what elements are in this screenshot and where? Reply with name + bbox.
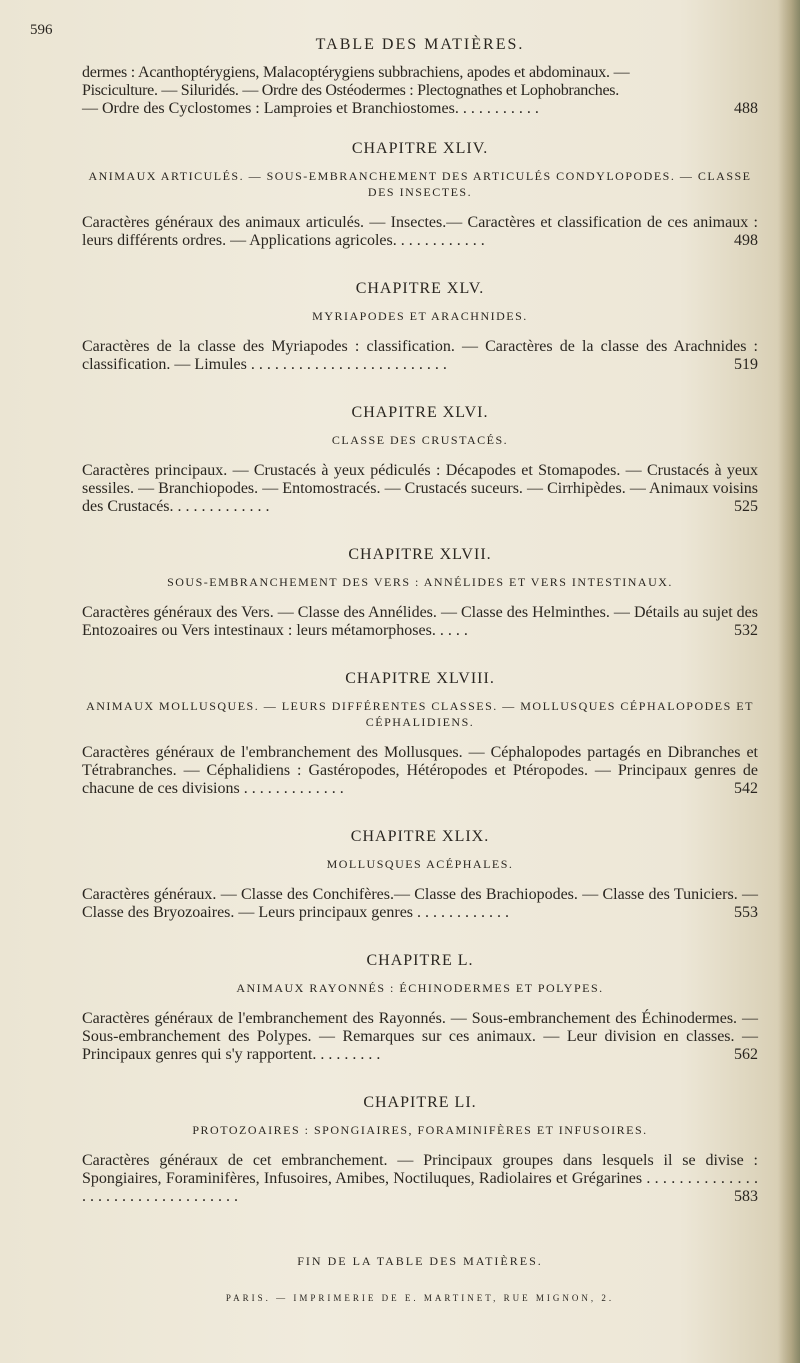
chapter-text: Caractères généraux. — Classe des Conchifères.— Classe des Brachiopodes. — Classe des Tuniciers. — Classe des Bryozoaires. — Leurs principaux genres . . . . . . . . . . . . — [82, 886, 758, 921]
chapter-title: CHAPITRE XLVII. — [348, 546, 492, 563]
page-ref: 488 — [734, 100, 758, 117]
chapter-subject: MOLLUSQUES ACÉPHALES. — [326, 857, 514, 871]
page-ref: 519 — [734, 356, 758, 373]
page-ref: 562 — [734, 1046, 758, 1063]
chapter-title: CHAPITRE LI. — [363, 1094, 477, 1111]
page-ref: 542 — [734, 780, 758, 797]
chapter-entry — [82, 744, 758, 798]
chapter-entry — [82, 1010, 758, 1064]
page-ref: 583 — [734, 1188, 758, 1205]
chapter-title: CHAPITRE XLIX. — [350, 828, 490, 845]
page-ref: 553 — [734, 904, 758, 921]
intro-line-3: — Ordre des Cyclostomes : Lamproies et Branchiostomes. . . . . . . . . . . — [82, 100, 539, 117]
chapter-subject: MYRIAPODES ET ARACHNIDES. — [312, 309, 528, 323]
chapter-subject: ANIMAUX MOLLUSQUES. — LEURS DIFFÉRENTES CLASSES. — MOLLUSQUES CÉPHALOPODES ET CÉPHALIDIENS. — [86, 699, 754, 729]
chapter-entry — [82, 462, 758, 516]
chapter-entry — [82, 214, 758, 250]
chapter-subject: CLASSE DES CRUSTACÉS. — [331, 433, 509, 447]
chapter-subject: PROTOZOAIRES : SPONGIAIRES, FORAMINIFÈRES ET INFUSOIRES. — [192, 1123, 648, 1137]
page-edge-shadow — [778, 0, 800, 1363]
chapter-title: CHAPITRE XLV. — [355, 280, 485, 297]
page-ref: 532 — [734, 622, 758, 639]
chapter-text: Caractères généraux de l'embranchement des Mollusques. — Céphalopodes partagés en Dibranches et Tétrabranches. — Céphalidiens : Gastéropodes, Hétéropodes et Ptéropodes. — Principaux genres de chacune de ces divisions . . . . . . . . . . . . . — [82, 744, 758, 797]
intro-line-3-wrap — [82, 100, 758, 118]
chapter-entry — [82, 1152, 758, 1206]
chapter-text: Caractères généraux des animaux articulés. — Insectes.— Caractères et classification de ces animaux : leurs différents ordres. — Applications agricoles. . . . . . . . . . . . — [82, 214, 758, 249]
chapter-title: CHAPITRE XLVIII. — [345, 670, 495, 687]
chapter-entry — [82, 886, 758, 922]
chapter-subject: SOUS-EMBRANCHEMENT DES VERS : ANNÉLIDES ET VERS INTESTINAUX. — [167, 575, 673, 589]
chapter-entry — [82, 338, 758, 374]
intro-line-1: dermes : Acanthoptérygiens, Malacoptérygiens subbrachiens, apodes et abdominaux. — — [82, 64, 630, 81]
chapter-title: CHAPITRE XLIV. — [351, 140, 489, 157]
chapter-title: CHAPITRE L. — [366, 952, 474, 969]
chapter-text: Caractères généraux de cet embranchement. — Principaux groupes dans lesquels il se divise : Spongiaires, Foraminifères, Infusoires, Amibes, Noctiluques, Radiolaires et Grégarines . . . . . . . . . . . . . . . . . . . . . . . . . . . . . . . . . . — [82, 1152, 758, 1205]
end-of-table-note: FIN DE LA TABLE DES MATIÈRES. — [297, 1254, 543, 1268]
running-head: TABLE DES MATIÈRES. — [315, 36, 525, 53]
intro-line-2: Pisciculture. — Siluridés. — Ordre des Ostéodermes : Plectognathes et Lophobranches. — [82, 82, 619, 99]
chapter-entry — [82, 604, 758, 640]
intro-entry — [82, 64, 758, 118]
table-of-contents — [30, 18, 758, 1303]
chapter-text: Caractères de la classe des Myriapodes : classification. — Caractères de la classe des Arachnides : classification. — Limules . . . . . . . . . . . . . . . . . . . . . . . . . — [82, 338, 758, 373]
chapter-text: Caractères généraux des Vers. — Classe des Annélides. — Classe des Helminthes. — Détails au sujet des Entozoaires ou Vers intestinaux : leurs métamorphoses. . . . . — [82, 604, 758, 639]
chapter-title: CHAPITRE XLVI. — [351, 404, 489, 421]
chapter-subject: ANIMAUX RAYONNÉS : ÉCHINODERMES ET POLYPES. — [236, 981, 604, 995]
chapter-text: Caractères principaux. — Crustacés à yeux pédiculés : Décapodes et Stomapodes. — Crustacés à yeux sessiles. — Branchiopodes. — Entomostracés. — Crustacés suceurs. — Cirrhipèdes. — Animaux voisins des Crustacés. . . . . . . . . . . . . — [82, 462, 758, 515]
page-ref: 498 — [734, 232, 758, 249]
printer-imprint: PARIS. — IMPRIMERIE DE E. MARTINET, RUE MIGNON, 2. — [225, 1293, 615, 1303]
page-ref: 525 — [734, 498, 758, 515]
page-header — [30, 18, 758, 58]
chapter-subject: ANIMAUX ARTICULÉS. — SOUS-EMBRANCHEMENT DES ARTICULÉS CONDYLOPODES. — CLASSE DES INSECTES. — [88, 169, 752, 199]
page-number: 596 — [30, 22, 53, 38]
chapter-text: Caractères généraux de l'embranchement des Rayonnés. — Sous-embranchement des Échinodermes. — Sous-embranchement des Polypes. — Remarques sur ces animaux. — Leur division en classes. — Principaux genres qui s'y rapportent. . . . . . . . . — [82, 1010, 758, 1063]
